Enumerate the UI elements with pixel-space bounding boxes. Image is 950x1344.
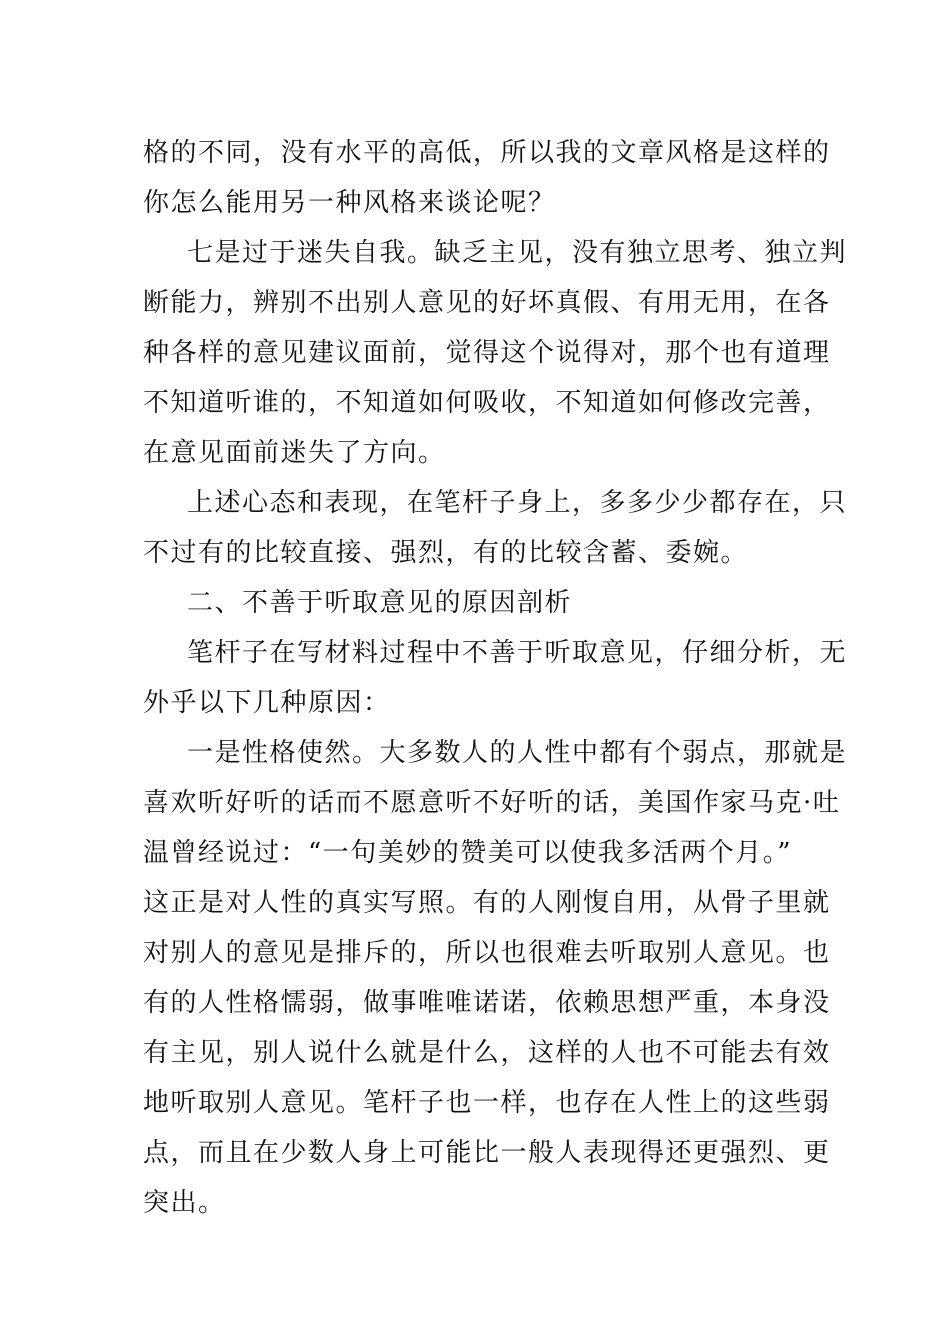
text-line: 有的人性格懦弱，做事唯唯诺诺，依赖思想严重，本身没 <box>143 988 831 1018</box>
text-line: 突出。 <box>143 1188 226 1218</box>
paragraph-start-line: 七是过于迷失自我。缺乏主见，没有独立思考、独立判 <box>187 238 848 268</box>
text-line: 外乎以下几种原因： <box>143 688 391 718</box>
text-line: 不过有的比较直接、强烈，有的比较含蓄、委婉。 <box>143 538 749 568</box>
text-line: 点，而且在少数人身上可能比一般人表现得还更强烈、更 <box>143 1138 831 1168</box>
paragraph-start-line: 笔杆子在写材料过程中不善于听取意见，仔细分析，无 <box>187 638 848 668</box>
text-line: 不知道听谁的，不知道如何吸收，不知道如何修改完善， <box>143 388 831 418</box>
paragraph-start-line: 上述心态和表现，在笔杆子身上，多多少少都存在，只 <box>187 488 848 518</box>
text-line: 在意见面前迷失了方向。 <box>143 438 446 468</box>
text-line: 格的不同，没有水平的高低，所以我的文章风格是这样的 <box>143 138 831 168</box>
text-line: 喜欢听好听的话而不愿意听不好听的话，美国作家马克·吐 <box>143 788 841 818</box>
section-heading: 二、不善于听取意见的原因剖析 <box>187 588 573 618</box>
text-line: 这正是对人性的真实写照。有的人刚愎自用，从骨子里就 <box>143 888 831 918</box>
text-line: 你怎么能用另一种风格来谈论呢？ <box>143 188 556 218</box>
text-line: 断能力，辨别不出别人意见的好坏真假、有用无用，在各 <box>143 288 831 318</box>
document-body <box>143 128 848 1228</box>
text-line: 地听取别人意见。笔杆子也一样，也存在人性上的这些弱 <box>143 1088 831 1118</box>
text-line: 温曾经说过：“一句美妙的赞美可以使我多活两个月。” <box>143 838 793 868</box>
text-line: 有主见，别人说什么就是什么，这样的人也不可能去有效 <box>143 1038 831 1068</box>
text-line: 种各样的意见建议面前，觉得这个说得对，那个也有道理 <box>143 338 831 368</box>
text-line: 对别人的意见是排斥的，所以也很难去听取别人意见。也 <box>143 938 831 968</box>
paragraph-start-line: 一是性格使然。大多数人的人性中都有个弱点，那就是 <box>187 738 848 768</box>
